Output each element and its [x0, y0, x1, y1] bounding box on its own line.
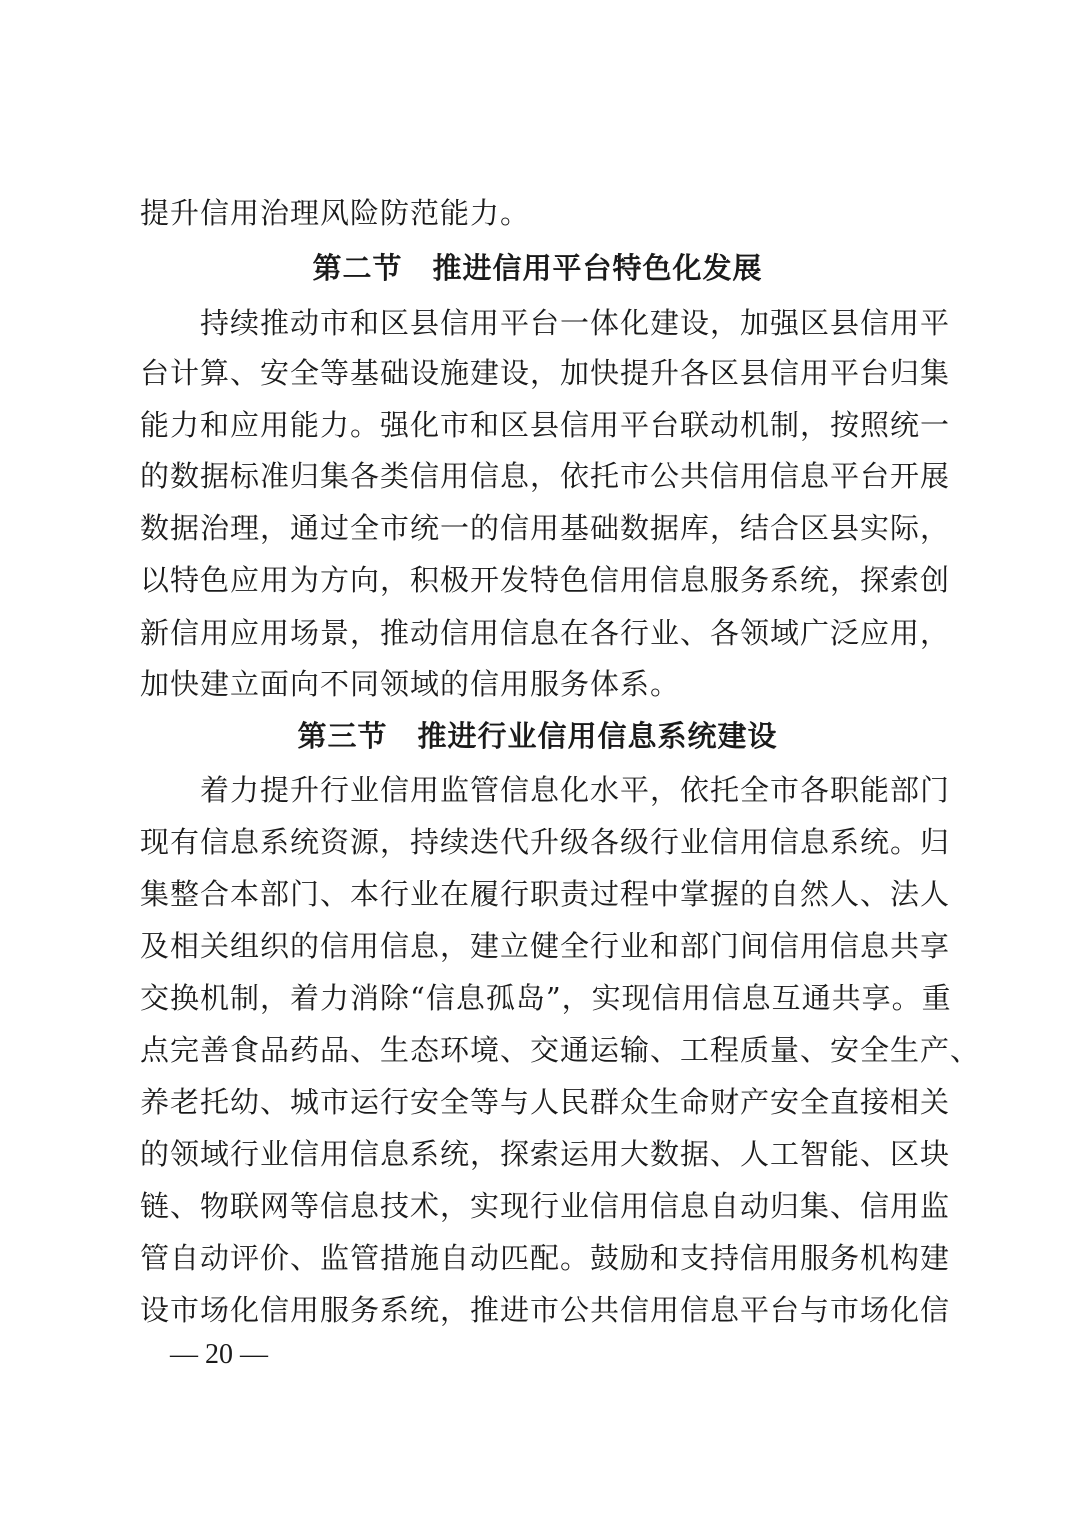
paragraph-line: 设市场化信用服务系统，推进市公共信用信息平台与市场化信 [140, 1293, 951, 1327]
paragraph-line: 及相关组织的信用信息，建立健全行业和部门间信用信息共享 [140, 929, 951, 963]
paragraph-line: 加快建立面向不同领域的信用服务体系。 [140, 667, 681, 701]
paragraph-line: 新信用应用场景，推动信用信息在各行业、各领域广泛应用， [140, 616, 951, 650]
paragraph-line: 的领域行业信用信息系统，探索运用大数据、人工智能、区块 [140, 1137, 951, 1171]
section-number: 第三节 [297, 719, 388, 753]
section-heading [0, 250, 1075, 286]
section-number: 第二节 [312, 251, 403, 285]
paragraph-line: 的数据标准归集各类信用信息，依托市公共信用信息平台开展 [140, 459, 951, 493]
page-number: — 20 — [170, 1339, 268, 1370]
paragraph-line: 现有信息系统资源，持续迭代升级各级行业信用信息系统。归 [140, 825, 951, 859]
paragraph-line: 数据治理，通过全市统一的信用基础数据库，结合区县实际， [140, 511, 951, 545]
paragraph-line: 提升信用治理风险防范能力。 [140, 196, 531, 230]
paragraph-line: 以特色应用为方向，积极开发特色信用信息服务系统，探索创 [140, 563, 951, 597]
paragraph-line: 点完善食品药品、生态环境、交通运输、工程质量、安全生产、 [140, 1033, 981, 1067]
paragraph-line: 着力提升行业信用监管信息化水平，依托全市各职能部门 [200, 773, 951, 807]
section-title: 推进行业信用信息系统建设 [417, 719, 778, 753]
paragraph-line: 持续推动市和区县信用平台一体化建设，加强区县信用平 [200, 306, 951, 340]
paragraph-line: 交换机制，着力消除“信息孤岛”，实现信用信息互通共享。重 [140, 981, 952, 1015]
section-title: 推进信用平台特色化发展 [432, 251, 763, 285]
paragraph-line: 能力和应用能力。强化市和区县信用平台联动机制，按照统一 [140, 408, 951, 442]
paragraph-line: 集整合本部门、本行业在履行职责过程中掌握的自然人、法人 [140, 877, 951, 911]
paragraph-line: 养老托幼、城市运行安全等与人民群众生命财产安全直接相关 [140, 1085, 951, 1119]
section-heading [0, 718, 1075, 754]
paragraph-line: 管自动评价、监管措施自动匹配。鼓励和支持信用服务机构建 [140, 1241, 951, 1275]
paragraph-line: 台计算、安全等基础设施建设，加快提升各区县信用平台归集 [140, 356, 951, 390]
paragraph-line: 链、物联网等信息技术，实现行业信用信息自动归集、信用监 [140, 1189, 951, 1223]
